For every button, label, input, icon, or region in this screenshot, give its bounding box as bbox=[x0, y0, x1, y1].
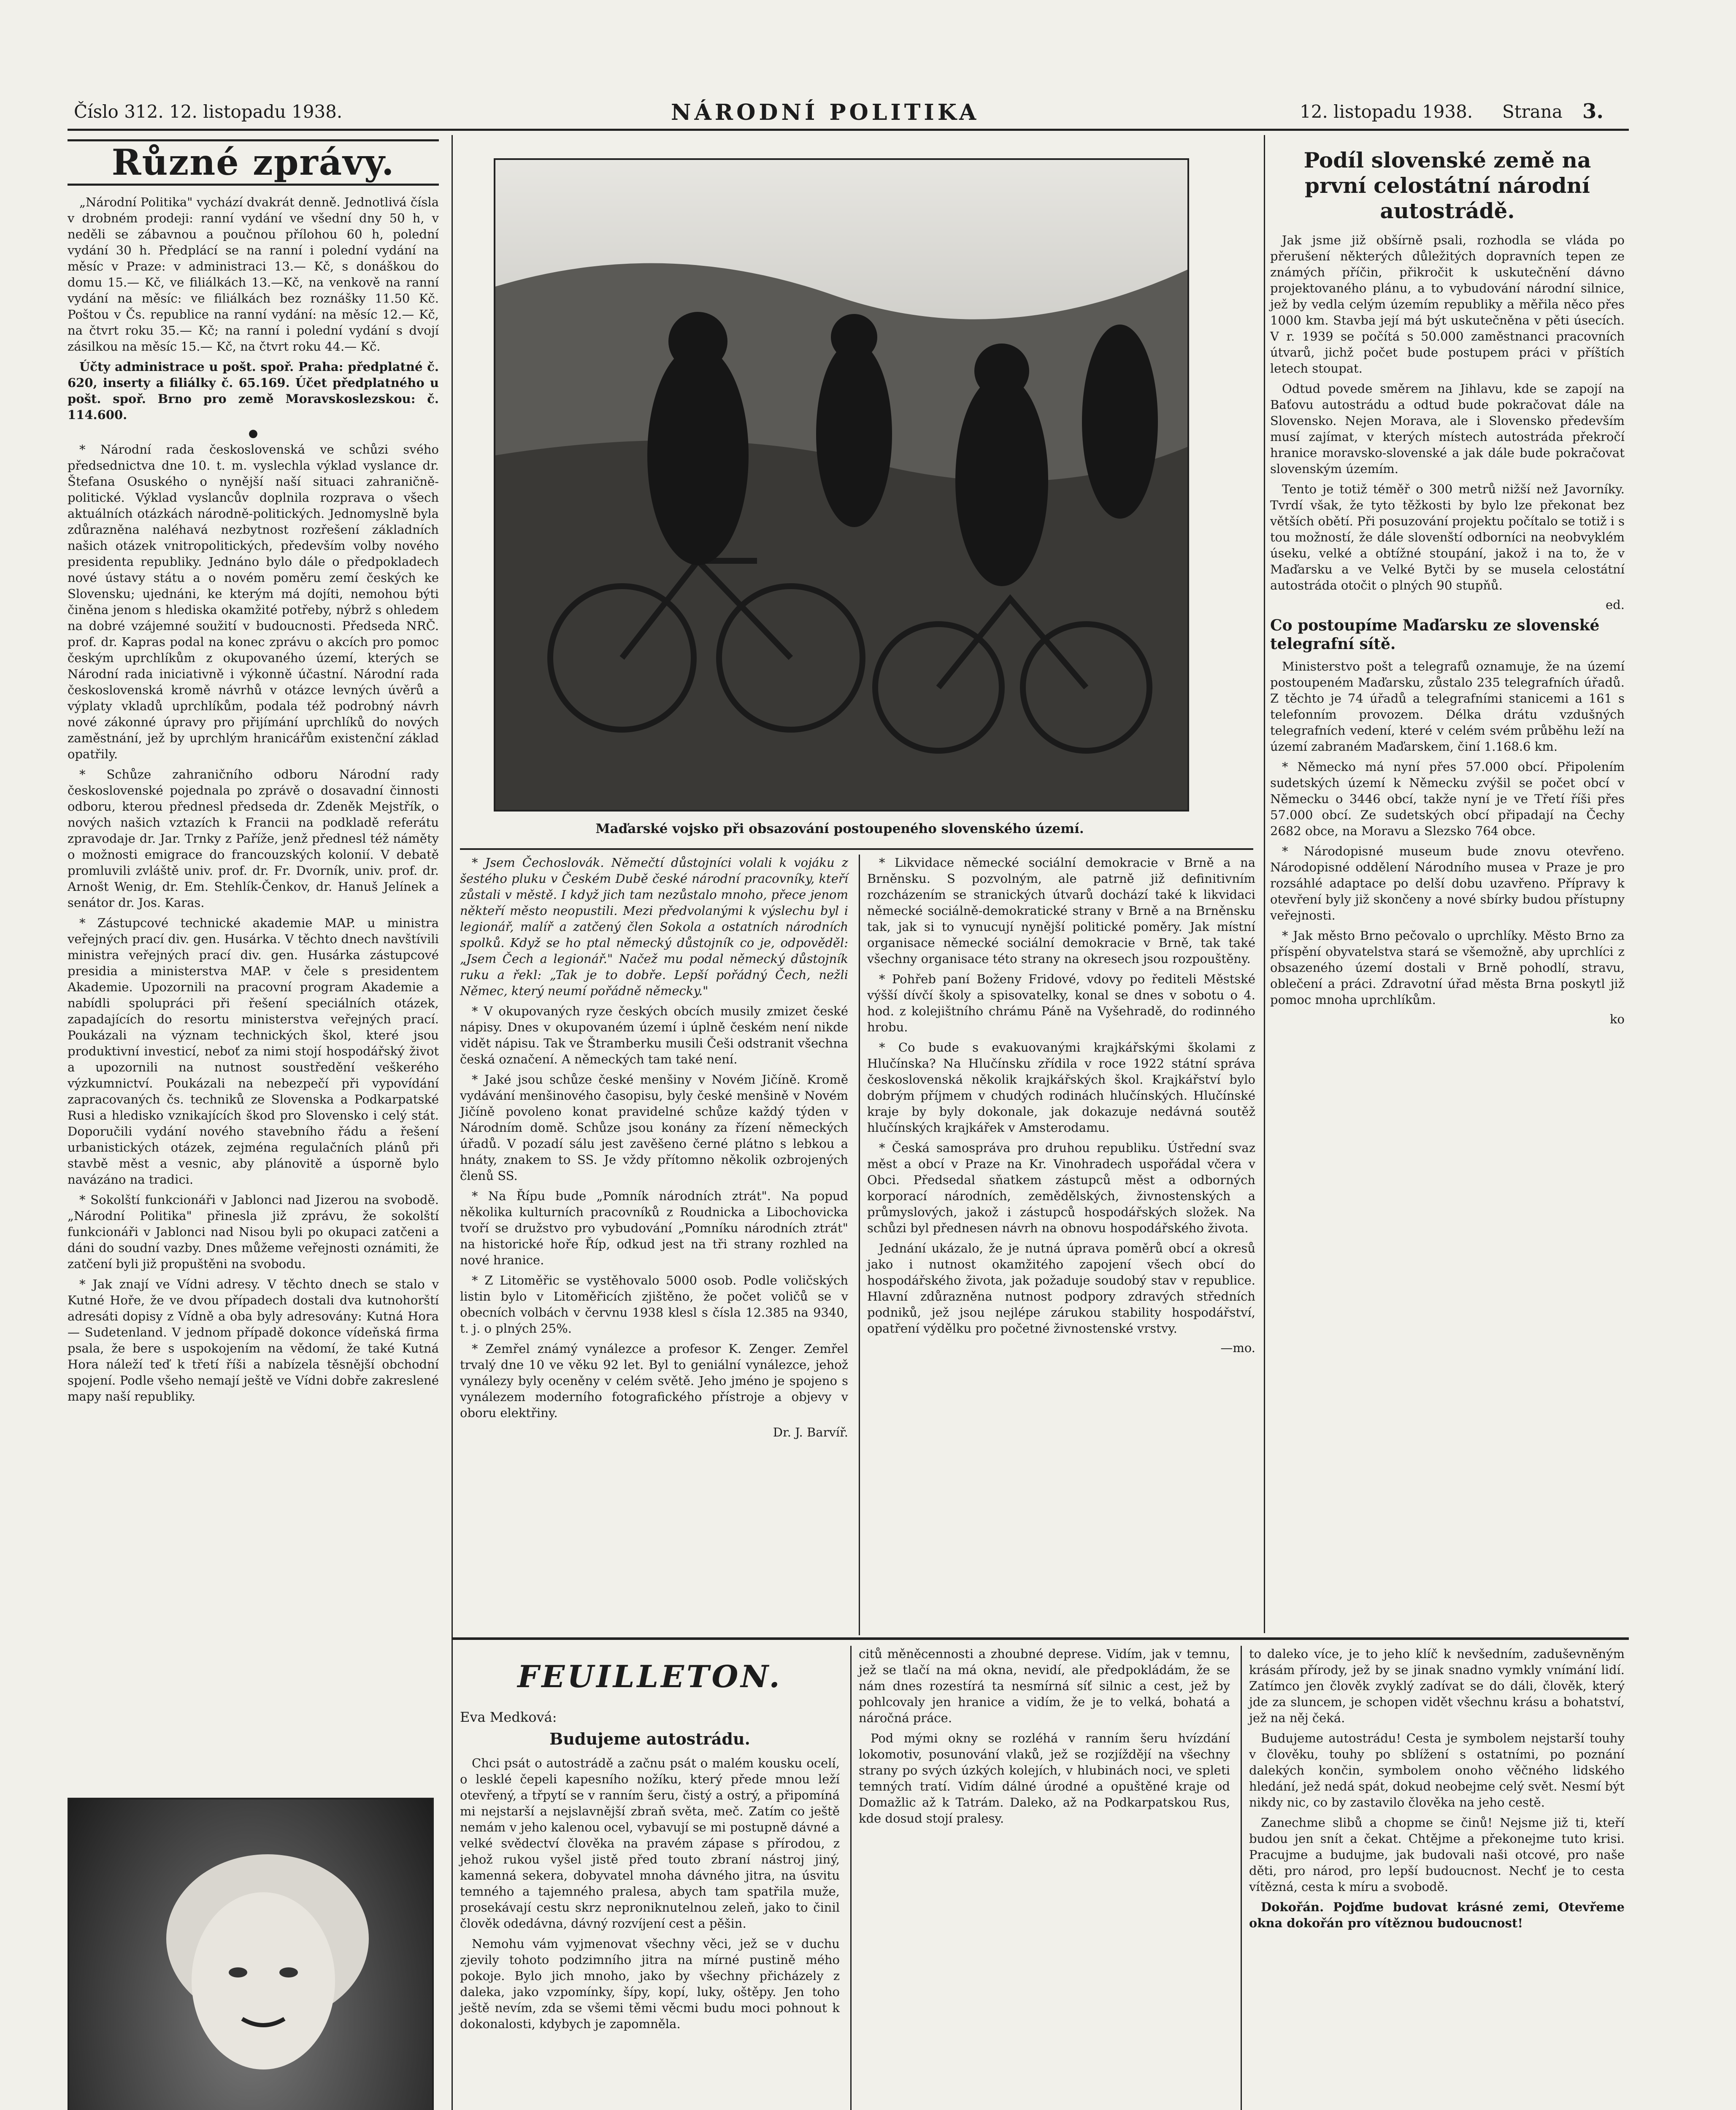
feuilleton-paragraph: Zanechme slibů a chopme se činů! Nejsme již ti, kteří budou jen snít a čekat. Chtějme a překonejme tuto krisi. Pracujme a budujme, jak budovali naši otcové, pro naše děti, pro národ, pro lepší budoucnost. Nechť je to cesta vítězná, cesta k míru a svobodě. bbox=[1249, 1815, 1625, 1894]
feuilleton-column-3 bbox=[1249, 1646, 1625, 1935]
photo-soldiers-bicycles bbox=[494, 158, 1189, 812]
soldiers-illustration bbox=[495, 160, 1187, 810]
article-title: Podíl slovenské země na první celostátní národní autostrádě. bbox=[1303, 148, 1591, 223]
right-date: 12. listopadu 1938. bbox=[1300, 101, 1473, 122]
header-rule bbox=[68, 129, 1629, 131]
subscription-info: „Národní Politika" vychází dvakrát denně. Jednotlivá čísla v drobném prodeji: ranní vydání ve všední dny 50 h, v neděli se zábavnou a poučnou přílohou 60 h, polední vydání 30 h. Předplácí se na ranní i polední vydání na měsíc v Praze: v administraci 13.— Kč, s donáškou do domu 15.— Kč, ve filiálkách 13.—Kč, na venkově na ranní vydání na měsíc: ve filiálkách bez roznášky 11.50 Kč. Poštou v Čs. republice na ranní vydání: na měsíc 12.— Kč, na čtvrt roku 35.— Kč; na ranní i polední vydání s dvojí zásilkou na měsíc 15.— Kč, na čtvrt roku 44.— Kč. bbox=[68, 195, 439, 354]
photo-film-star-portrait bbox=[68, 1798, 434, 2110]
feuilleton-story-title: Budujeme autostrádu. bbox=[549, 1729, 750, 1748]
masthead: NÁRODNÍ POLITIKA bbox=[671, 100, 980, 125]
article-paragraph: Tento je totiž téměř o 300 metrů nižší než Javorníky. Tvrdí však, že tyto těžkosti by bylo lze překonat bez větších obětí. Při posuzování projektu počítalo se totiž i s tou možností, že dále slovenští odborníci na neobvyklém úseku, velké a obtížné stoupání, jakož i na to, že v Maďarsku a ve Velké Bytči by se musela celostátní autostráda otočit o plných 90 stupňů. bbox=[1270, 482, 1625, 592]
news-item: * Jak znají ve Vídni adresy. V těchto dnech se stalo v Kutné Hoře, že ve dvou případech dostali dva kutnohorští adresáti dopisy z Vídně a oba byly adresovány: Kutná Hora — Sudetenland. V jednom případě dokonce vídeňská firma psala, že bere s uspokojením na vědomí, že také Kutná Hora náleží teď k třetí říši a nabízela těsnější obchodní spojení. Podle všeho nemají ještě ve Vídni dobře zakreslené mapy naší republiky. bbox=[68, 1277, 439, 1404]
column-divider bbox=[850, 1646, 852, 2110]
feuilleton-paragraph: Chci psát o autostrádě a začnu psát o malém kousku ocelí, o lesklé čepeli kapesního nožíku, který přede mnou leží otevřený, a třpytí se v ranním šeru, čistý a ostrý, a připomíná mi nejstarší a nejslavnější zbraň světa, meč. Zatím co ještě nemám v jeho kalenou ocel, vybavují se mi postupně dávné a velké svědectví člověka na pravém zápase s přírodou, z jehož rukou vyšel jistě před touto zbraní nástroj jiný, kamenná sekera, dobyvatel mnoha dávného jitra, na úsvitu temného a tajemného pralesa, abych tam spatřila muže, prosekávají cestu skrz neproniknutelnou zeleň, jako to činil člověk odedávna, dávný rozvíjení cest a pěšin. bbox=[460, 1756, 840, 1931]
news-item: * Jaké jsou schůze české menšiny v Novém Jičíně. Kromě vydávání menšinového časopisu, byly české menšině v Novém Jičíně povoleno konat pravidelné schůze každý týden v Národním domě. Schůze jsou konány za řízení německých úřadů. V pozadí sálu jest zavěšeno černé plátno s lebkou a hnáty, znakem to SS. Je vždy přítomno několik ozbrojených členů SS. bbox=[460, 1072, 848, 1183]
column-3 bbox=[867, 855, 1255, 1355]
column-divider bbox=[1241, 1646, 1242, 2110]
feuilleton-paragraph: Budujeme autostrádu! Cesta je symbolem nejstarší touhy v člověku, touhy po sblížení s ostatními, po poznání dalekých končin, symbolem onoho věčného lidského hledání, jež nedá spát, dokud neobejme celý svět. Nesmí být nikdy nic, co by zastavilo člověka na jeho cestě. bbox=[1249, 1731, 1625, 1810]
news-item: * Zástupcové technické akademie MAP. u ministra veřejných prací div. gen. Husárka. V těchto dnech navštívili ministra veřejných prací div. gen. Husárka zástupcové presidia a ministerstva MAP. v čele s presidentem Akademie. Upozornili na pracovní program Akademie a nabídli spolupráci při řešení speciálních otázek, zapadajících do resortu ministerstva veřejných prací. Poukázali na význam technických škol, které jsou produktivní investicí, neboť za nimi stojí hospodářský život a upozornili na nutnost soustředění veškerého výzkumnictví. Poukázali na nebezpečí při vypovídání zapracovaných čs. techniků ze Slovenska a Podkarpatské Rusi a hledisko vznikajících škod pro Slovensko i celý stát. Doporučili vydání nového stavebního řádu a řešení urbanistických otázek, zejména regulačních plánů při stavbě měst a vesnic, aby plánovitě a úsporně bylo navázáno na tradici. bbox=[68, 916, 439, 1187]
signature: —mo. bbox=[1220, 1341, 1255, 1355]
news-item: * Co bude s evakuovanými krajkářskými školami z Hlučínska? Na Hlučínsku zřídila v roce 1922 státní správa československá několik krajkářských škol. Krajkářství bylo dobrým příjmem v chudých rodinách hlučínských. Hlučínské kraje by byly dokonale, jak dokazuje nedávná soutěž hlučínských krajkářek v Amsterodamu. bbox=[867, 1040, 1255, 1135]
column-divider bbox=[1264, 135, 1265, 1633]
news-item: * Pohřeb paní Boženy Fridové, vdovy po řediteli Městské výšší dívčí školy a spisovatelky, konal se dnes v sobotu o 4. hod. z kolejištního chrámu Páně na Vyšehradě, do rodinného hrobu. bbox=[867, 972, 1255, 1034]
news-item: * Sokolští funkcionáři v Jablonci nad Jizerou na svobodě. „Národní Politika" přinesla již zprávu, že sokolští funkcionáři v Jablonci nad Nisou byli po okupaci zatčeni a dáni do soudní vazby. Dnes můžeme veřejnosti oznámiti, že zatčení byli již propuštěni na svobodu. bbox=[68, 1193, 439, 1271]
column-divider bbox=[452, 135, 453, 2110]
news-item: * Z Litoměřic se vystěhovalo 5000 osob. Podle voličských listin bylo v Litoměřicích zjištěno, že počet voličů se v obecních volbách v červnu 1938 klesl s čísla 12.385 na 9340, t. j. o plných 25%. bbox=[460, 1273, 848, 1336]
feuilleton-paragraph: Pod mými okny se rozléhá v ranním šeru hvízdání lokomotiv, posunování vlaků, jež se rozjíždějí na všechny strany po svých úzkých kolejích, v hlubinách noci, ve spleti temných tratí. Vidím dálné úrodné a opuštěné kraje od Domažlic až k Tatrám. Daleko, až na Podkarpatskou Rus, kde dosud stojí pralesy. bbox=[859, 1731, 1230, 1826]
column-1 bbox=[68, 135, 439, 1409]
news-item: * Jak město Brno pečovalo o uprchlíky. Město Brno za příspění obyvatelstva stará se všemožně, aby uprchlíci z obsazeného území dostali v Brně pohodlí, stravu, oblečení a práci. Zdravotní úřad města Brna poskytl již pomoc mnoha uprchlíkům. bbox=[1270, 928, 1625, 1007]
feuilleton-rule bbox=[452, 1637, 1629, 1640]
news-item: * Schůze zahraničního odboru Národní rady československé pojednala po zprávě o dosavadní činnosti odboru, kterou přednesl předseda dr. Zdeněk Mejstřík, o nových našich vztazích k Francii na podkladě referátu zpravodaje dr. Jar. Trnky z Paříže, jenž přednesl též náměty o možnosti emigrace do francouzských kolonií. V debatě promluvili zvláště univ. prof. dr. Fr. Dvorník, univ. prof. dr. Arnošt Wenig, dr. Em. Stehlík-Čenkov, dr. Hanuš Jelínek a senátor dr. Jos. Karas. bbox=[68, 767, 439, 910]
signature: Dr. J. Barvíř. bbox=[773, 1425, 848, 1439]
article-paragraph: Odtud povede směrem na Jihlavu, kde se zapojí na Baťovu autostrádu a odtud bude pokračovat dále na Slovensko. Nejen Morava, ale i Slovensko především musí zajímat, v kterých místech autostráda překročí hranice moravsko-slovenské a jak dále bude pokračovat slovenským územím. bbox=[1270, 381, 1625, 476]
news-item: * V okupovaných ryze českých obcích musily zmizet české nápisy. Dnes v okupovaném území i úplně českém není nikde vidět nápisu. Tak ve Štramberku musili Češi odstranit všechna česká označení. A německých tam také není. bbox=[460, 1004, 848, 1066]
photo-caption-soldiers: Maďarské vojsko při obsazování postoupeného slovenského území. bbox=[595, 821, 1084, 836]
signature: ed. bbox=[1606, 598, 1625, 612]
column-4 bbox=[1270, 148, 1625, 1026]
feuilleton-column-2 bbox=[859, 1646, 1230, 1831]
news-item: * Zemřel známý vynálezce a profesor K. Zenger. Zemřel trvalý dne 10 ve věku 92 let. Byl to geniální vynálezce, jehož vynálezy byly oceněny v celém světě. Jeho jméno je spojeno s vynálezem moderního fotografického přístroje a objevy v oboru elektřiny. bbox=[460, 1342, 848, 1420]
page-number: 3. bbox=[1582, 100, 1604, 123]
account-info: Účty administrace u pošt. spoř. Praha: předplatné č. 620, inserty a filiálky č. 65.169. Účet předplatného u pošt. spoř. Brno pro země Moravskoslezskou: č. 114.600. bbox=[68, 360, 439, 422]
news-item: * Německo má nyní přes 57.000 obcí. Připolením sudetských území k Německu zvýšil se počet obcí v Německu o 3446 obcí, takže nyní je ve Třetí říši přes 57.000 obcí. Ze sudetských obcí připadají na Čechy 2682 obce, na Moravu a Slezsko 764 obce. bbox=[1270, 760, 1625, 838]
issue-date: Číslo 312. 12. listopadu 1938. bbox=[74, 101, 343, 122]
feuilleton-ending: Dokořán. Pojďme budovat krásné zemi, Otevřeme okna dokořán pro vítěznou budoucnost! bbox=[1249, 1900, 1625, 1930]
news-item: * Národopisné museum bude znovu otevřeno. Národopisné oddělení Národního musea v Praze je pro rozsáhlé adaptace po delší dobu uzavřeno. Přípravy k otevření byly již skončeny a nové sbírky budou přístupny veřejnosti. bbox=[1270, 844, 1625, 922]
news-item: Jednání ukázalo, že je nutná úprava poměrů obcí a okresů jako i nutnost okamžitého zapojení všech obcí do hospodářského života, jak požaduje soudobý stav v republice. Hlavní zdůrazněna nutnost podpory zdravých středních podniků, jež jsou nejlépe zárukou stability hospodářství, opatření výdělku pro početné živnostenské vrstvy. bbox=[867, 1241, 1255, 1336]
article-subtitle: Co postoupíme Maďarsku ze slovenské telegrafní sítě. bbox=[1270, 617, 1600, 653]
feuilleton-title: FEUILLETON. bbox=[517, 1658, 782, 1694]
caption-rule bbox=[460, 848, 1253, 850]
signature: ko bbox=[1609, 1012, 1625, 1026]
section-title: Různé zprávy. bbox=[68, 139, 439, 186]
feuilleton-column-1 bbox=[460, 1705, 840, 2036]
feuilleton-paragraph: Nemohu vám vyjmenovat všechny věci, jež se v duchu zjevily tohoto podzimního jitra na mírné pustině mého pokoje. Bylo jich mnoho, jako by všechny přicházely z daleka, jako vzpomínky, šípy, kopí, luky, oštěpy. Jen toho ještě nevím, zda se všemi těmi věcmi budu moci pohnout k dokonalosti, kdybych je zapomněla. bbox=[460, 1937, 840, 2031]
article-paragraph: Ministerstvo pošt a telegrafů oznamuje, že na území postoupeném Maďarsku, zůstalo 235 telegrafních úřadů. Z těchto je 74 úřadů a telegrafními stanicemi a 161 s telefonním provozem. Délka drátu vzdušných telegrafních vedení, které v celém svém průběhu leží na území zabraném Maďarskem, činí 1.168.6 km. bbox=[1270, 659, 1625, 754]
article-paragraph: Jak jsme již obšírně psali, rozhodla se vláda po přerušení některých důležitých dopravních tepen ze známých příčin, přikročit k uskutečnění dávno projektovaného plánu, a to vybudování národní silnice, jež by vedla celým územím republiky a měřila něco přes 1000 km. Stavba její má být uskutečněna v pěti úsecích. V r. 1939 se počítá s 50.000 zaměstnanci pracovních útvarů, jichž počet bude postupem práci v příštích letech stoupat. bbox=[1270, 233, 1625, 376]
news-item: * Národní rada československá ve schůzi svého předsednictva dne 10. t. m. vyslechla výklad vyslance dr. Štefana Osuského o nynější naší situaci zahraničně-politické. Výklad vyslancův doplnila rozprava o všech aktuálních otázkách národně-politických. Jednomyslně byla zdůrazněna naléhavá nezbytnost rozřešení základních našich otázek vnitropolitických, především volby nového presidenta republiky. Jednáno bylo dále o předpokladech nové ústavy státu a o novém poměru zemí českých ke Slovensku; ujednáni, ke kterým má dojíti, nemohou býti činěna jenom s hlediska okamžité potřeby, nýbrž s ohledem na dobré vzájemné soužití v budoucnosti. Předseda NRČ. prof. dr. Kapras podal na konec zprávu o akcích pro pomoc českým uprchlíkům z okupovaného území, kterých se Národní rada iniciativně i výkonně účastní. Národní rada československá kromě návrhů v otázce levných úvěrů a výplaty vkladů uprchlíkům, podala též podrobný návrh nové zákonné úpravy pro přijímání uprchlíků do nových zaměstnání, jež by uprchlým hranicářům existenční základ opatřily. bbox=[68, 442, 439, 761]
feuilleton-paragraph: citů měněcennosti a zhoubné deprese. Vidím, jak v temnu, jež se tlačí na má okna, nevidí, ale předpokládám, že se nám dnes rozestírá ta nesmírná síť silnic a cest, jež by pohlcovaly jen hranice a vidím, že je to velká, bohatá a náročná práce. bbox=[859, 1647, 1230, 1725]
column-divider bbox=[859, 855, 860, 1635]
portrait-illustration bbox=[69, 1799, 432, 2110]
feuilleton-paragraph: to daleko více, je to jeho klíč k nevšedním, zaduševněným krásám přírody, jež by se jinak snadno vymkly vnímání lidí. Zatímco jen člověk zvyklý zadívat se do dáli, člověk, který jde za sluncem, je schopen vidět všechnu krásu a bohatství, jež na něj čeká. bbox=[1249, 1647, 1625, 1725]
column-2 bbox=[460, 855, 848, 1439]
news-item: * Na Řípu bude „Pomník národních ztrát". Na popud několika kulturních pracovníků z Roudnicka a Libochovicka tvoří se družstvo pro vybudování „Pomníku národních ztrát" na historické hoře Říp, odkud jest na tři strany rozhled na nové hranice. bbox=[460, 1189, 848, 1267]
feuilleton-author: Eva Medková: bbox=[460, 1709, 557, 1725]
page-label: Strana bbox=[1502, 101, 1563, 122]
news-item: * Česká samospráva pro druhou republiku. Ústřední svaz měst a obcí v Praze na Kr. Vinohradech uspořádal včera v Obci. Předsedal sňatkem zástupců měst a odborných korporací národních, zemědělských, živnostenských a průmyslových, jakož i zástupců hospodářských složek. Na schůzi byl přednesen návrh na obnovu hospodářského života. bbox=[867, 1141, 1255, 1235]
news-item: * Likvidace německé sociální demokracie v Brně a na Brněnsku. S pozvolným, ale patrně již definitivním rozcházením se stranických útvarů dochází také k likvidaci německé sociálně-demokratické strany v Brně a na Brněnsku tak, jak si to vynucují nynější politické poměry. Jak místní organisace německé sociální demokracie v Brně, tak také všechny organisace této strany na okresech jsou rozpouštěny. bbox=[867, 855, 1255, 966]
bullet-separator: ● bbox=[248, 427, 258, 440]
news-item: * Jsem Čechoslovák. Němečtí důstojníci volali k vojáku z šestého pluku v Českém Dubě české národní pracovníky, kteří zůstali v městě. I když jich tam nezůstalo mnoho, přece jenom někteří město neopustili. Mezi předvolanými k výslechu byl i legionář, malíř a zatčený člen Sokola a ostatních národních spolků. Když se ho ptal německý důstojník co je, odpověděl: „Jsem Čech a legionář." Načež mu podal německý důstojník ruku a řekl: „Tak je to dobře. Lepší pořádný Čech, nežli Němec, který neumí pořádně německy." bbox=[460, 855, 848, 998]
